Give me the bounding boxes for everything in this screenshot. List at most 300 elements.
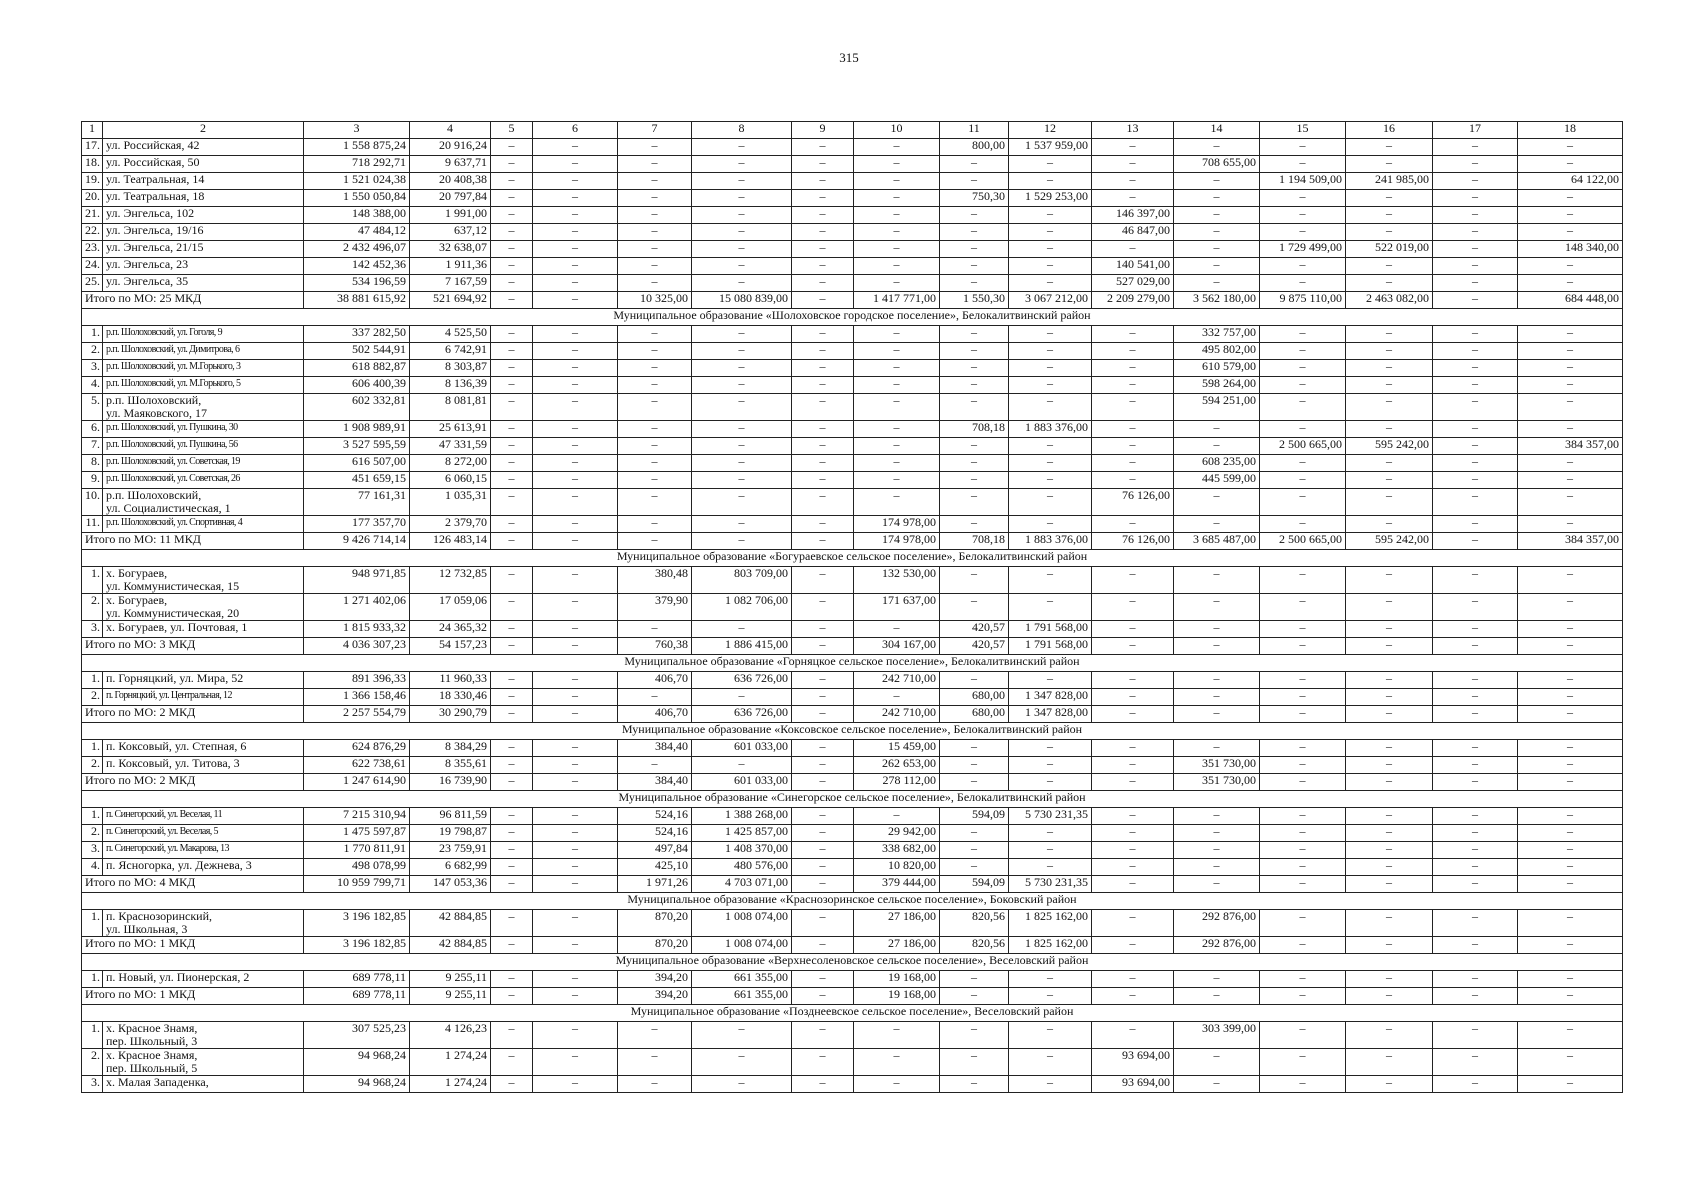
subtotal-cell-col-6: – [533, 988, 618, 1005]
value-cell-col-18: – [1518, 567, 1623, 594]
value-cell-col-4: 9 637,71 [410, 156, 491, 173]
value-cell-col-17: – [1433, 825, 1518, 842]
value-cell-col-7: – [618, 489, 692, 516]
value-cell-col-16: – [1346, 859, 1433, 876]
value-cell-col-8: – [692, 394, 792, 421]
subtotal-cell-col-17: – [1433, 706, 1518, 723]
value-cell-col-11: 708,18 [940, 421, 1009, 438]
table-row [82, 689, 1623, 706]
value-cell-col-17: – [1433, 173, 1518, 190]
value-cell-col-13: – [1092, 516, 1174, 533]
table-row [82, 910, 1623, 937]
value-cell-col-3: 618 882,87 [304, 360, 410, 377]
value-cell-col-18: – [1518, 971, 1623, 988]
value-cell-col-12: 1 537 959,00 [1009, 139, 1092, 156]
value-cell-col-9: – [792, 971, 854, 988]
value-cell-col-4: 32 638,07 [410, 241, 491, 258]
value-cell-col-5: – [491, 808, 533, 825]
row-number: 10. [82, 489, 103, 516]
subtotal-cell-col-5: – [491, 988, 533, 1005]
subtotal-cell-col-14: 3 562 180,00 [1174, 292, 1260, 309]
value-cell-col-17: – [1433, 258, 1518, 275]
value-cell-col-10: 338 682,00 [854, 842, 940, 859]
value-cell-col-10: – [854, 1022, 940, 1049]
subtotal-cell-col-8: 601 033,00 [692, 774, 792, 791]
subtotal-cell-col-16: – [1346, 774, 1433, 791]
subtotal-cell-col-15: – [1260, 706, 1346, 723]
value-cell-col-13: – [1092, 156, 1174, 173]
subtotal-row [82, 876, 1623, 893]
subtotal-cell-col-15: 2 500 665,00 [1260, 533, 1346, 550]
value-cell-col-15: – [1260, 825, 1346, 842]
address-cell: р.п. Шолоховский, ул. М.Горького, 5 [103, 377, 304, 394]
subtotal-cell-col-18: – [1518, 876, 1623, 893]
value-cell-col-8: 1 082 706,00 [692, 594, 792, 621]
row-number: 1. [82, 326, 103, 343]
subtotal-cell-col-10: 27 186,00 [854, 937, 940, 954]
value-cell-col-15: – [1260, 275, 1346, 292]
value-cell-col-14: – [1174, 842, 1260, 859]
value-cell-col-13: – [1092, 825, 1174, 842]
value-cell-col-12: – [1009, 258, 1092, 275]
value-cell-col-9: – [792, 360, 854, 377]
value-cell-col-5: – [491, 207, 533, 224]
value-cell-col-17: – [1433, 516, 1518, 533]
subtotal-cell-col-7: 384,40 [618, 774, 692, 791]
value-cell-col-11: – [940, 343, 1009, 360]
value-cell-col-5: – [491, 173, 533, 190]
value-cell-col-7: 870,20 [618, 910, 692, 937]
value-cell-col-3: 3 527 595,59 [304, 438, 410, 455]
value-cell-col-12: 5 730 231,35 [1009, 808, 1092, 825]
value-cell-col-16: – [1346, 621, 1433, 638]
value-cell-col-17: – [1433, 808, 1518, 825]
row-number: 22. [82, 224, 103, 241]
row-number: 2. [82, 1049, 103, 1076]
value-cell-col-5: – [491, 1022, 533, 1049]
value-cell-col-4: 20 408,38 [410, 173, 491, 190]
subtotal-cell-col-12: – [1009, 774, 1092, 791]
subtotal-row [82, 988, 1623, 1005]
value-cell-col-18: 148 340,00 [1518, 241, 1623, 258]
value-cell-col-8: – [692, 438, 792, 455]
value-cell-col-4: 6 742,91 [410, 343, 491, 360]
value-cell-col-13: 46 847,00 [1092, 224, 1174, 241]
value-cell-col-8: – [692, 377, 792, 394]
value-cell-col-7: – [618, 343, 692, 360]
value-cell-col-6: – [533, 455, 618, 472]
value-cell-col-7: – [618, 757, 692, 774]
value-cell-col-10: – [854, 1049, 940, 1076]
value-cell-col-12: – [1009, 757, 1092, 774]
value-cell-col-11: – [940, 740, 1009, 757]
value-cell-col-10: – [854, 156, 940, 173]
value-cell-col-9: – [792, 173, 854, 190]
table-body [82, 122, 1623, 1093]
value-cell-col-3: 94 968,24 [304, 1076, 410, 1093]
value-cell-col-10: 10 820,00 [854, 859, 940, 876]
value-cell-col-18: – [1518, 275, 1623, 292]
subtotal-cell-col-11: 820,56 [940, 937, 1009, 954]
value-cell-col-14: – [1174, 567, 1260, 594]
value-cell-col-8: – [692, 241, 792, 258]
value-cell-col-10: – [854, 360, 940, 377]
value-cell-col-5: – [491, 224, 533, 241]
value-cell-col-4: 637,12 [410, 224, 491, 241]
subtotal-cell-col-17: – [1433, 533, 1518, 550]
value-cell-col-10: 262 653,00 [854, 757, 940, 774]
value-cell-col-14: – [1174, 258, 1260, 275]
subtotal-cell-col-3: 689 778,11 [304, 988, 410, 1005]
column-number-16: 16 [1346, 122, 1433, 139]
value-cell-col-8: – [692, 621, 792, 638]
table-row [82, 740, 1623, 757]
value-cell-col-12: – [1009, 360, 1092, 377]
value-cell-col-3: 451 659,15 [304, 472, 410, 489]
value-cell-col-16: 595 242,00 [1346, 438, 1433, 455]
subtotal-cell-col-10: 379 444,00 [854, 876, 940, 893]
value-cell-col-16: – [1346, 224, 1433, 241]
subtotal-cell-col-7: 1 971,26 [618, 876, 692, 893]
value-cell-col-13: – [1092, 672, 1174, 689]
value-cell-col-9: – [792, 842, 854, 859]
row-number: 3. [82, 360, 103, 377]
subtotal-cell-col-10: 304 167,00 [854, 638, 940, 655]
value-cell-col-5: – [491, 971, 533, 988]
value-cell-col-16: 241 985,00 [1346, 173, 1433, 190]
value-cell-col-6: – [533, 173, 618, 190]
value-cell-col-7: – [618, 1049, 692, 1076]
value-cell-col-9: – [792, 757, 854, 774]
value-cell-col-15: 1 729 499,00 [1260, 241, 1346, 258]
value-cell-col-17: – [1433, 455, 1518, 472]
value-cell-col-12: 1 347 828,00 [1009, 689, 1092, 706]
table-row [82, 207, 1623, 224]
value-cell-col-5: – [491, 516, 533, 533]
address-cell: р.п. Шолоховский, ул. Пушкина, 56 [103, 438, 304, 455]
value-cell-col-12: – [1009, 567, 1092, 594]
value-cell-col-8: – [692, 1049, 792, 1076]
row-number: 1. [82, 808, 103, 825]
subtotal-cell-col-18: – [1518, 774, 1623, 791]
value-cell-col-17: – [1433, 859, 1518, 876]
table-row [82, 190, 1623, 207]
row-number: 1. [82, 567, 103, 594]
value-cell-col-9: – [792, 472, 854, 489]
value-cell-col-16: – [1346, 421, 1433, 438]
value-cell-col-13: – [1092, 421, 1174, 438]
value-cell-col-10: – [854, 489, 940, 516]
row-number: 20. [82, 190, 103, 207]
value-cell-col-7: 406,70 [618, 672, 692, 689]
section-heading: Муниципальное образование «Коксовское сельское поселение», Белокалитвинский район [82, 723, 1623, 740]
value-cell-col-13: – [1092, 377, 1174, 394]
value-cell-col-6: – [533, 594, 618, 621]
subtotal-label: Итого по МО: 1 МКД [82, 937, 304, 954]
value-cell-col-9: – [792, 621, 854, 638]
value-cell-col-13: 76 126,00 [1092, 489, 1174, 516]
subtotal-cell-col-7: 394,20 [618, 988, 692, 1005]
value-cell-col-12: 1 825 162,00 [1009, 910, 1092, 937]
value-cell-col-14: – [1174, 224, 1260, 241]
value-cell-col-10: – [854, 421, 940, 438]
value-cell-col-14: 332 757,00 [1174, 326, 1260, 343]
table-row [82, 808, 1623, 825]
subtotal-cell-col-16: – [1346, 876, 1433, 893]
section-heading-row [82, 1005, 1623, 1022]
value-cell-col-12: – [1009, 594, 1092, 621]
value-cell-col-7: – [618, 438, 692, 455]
value-cell-col-5: – [491, 740, 533, 757]
table-row [82, 1022, 1623, 1049]
row-number: 1. [82, 1022, 103, 1049]
value-cell-col-4: 20 916,24 [410, 139, 491, 156]
subtotal-cell-col-15: 9 875 110,00 [1260, 292, 1346, 309]
subtotal-label: Итого по МО: 1 МКД [82, 988, 304, 1005]
value-cell-col-10: – [854, 808, 940, 825]
section-heading: Муниципальное образование «Горняцкое сельское поселение», Белокалитвинский район [82, 655, 1623, 672]
column-number-13: 13 [1092, 122, 1174, 139]
value-cell-col-8: 661 355,00 [692, 971, 792, 988]
subtotal-row [82, 638, 1623, 655]
value-cell-col-6: – [533, 241, 618, 258]
subtotal-cell-col-8: 636 726,00 [692, 706, 792, 723]
value-cell-col-9: – [792, 1076, 854, 1093]
value-cell-col-3: 718 292,71 [304, 156, 410, 173]
value-cell-col-10: – [854, 173, 940, 190]
value-cell-col-17: – [1433, 438, 1518, 455]
value-cell-col-8: 1 425 857,00 [692, 825, 792, 842]
value-cell-col-18: 64 122,00 [1518, 173, 1623, 190]
subtotal-cell-col-9: – [792, 774, 854, 791]
value-cell-col-4: 47 331,59 [410, 438, 491, 455]
subtotal-cell-col-12: 1 825 162,00 [1009, 937, 1092, 954]
address-cell: п. Синегорский, ул. Веселая, 11 [103, 808, 304, 825]
value-cell-col-18: – [1518, 621, 1623, 638]
row-number: 2. [82, 757, 103, 774]
row-number: 2. [82, 594, 103, 621]
value-cell-col-6: – [533, 360, 618, 377]
value-cell-col-17: – [1433, 689, 1518, 706]
value-cell-col-3: 1 366 158,46 [304, 689, 410, 706]
value-cell-col-10: – [854, 377, 940, 394]
subtotal-cell-col-5: – [491, 774, 533, 791]
value-cell-col-8: – [692, 1022, 792, 1049]
value-cell-col-7: – [618, 275, 692, 292]
value-cell-col-14: – [1174, 594, 1260, 621]
address-cell: ул. Театральная, 18 [103, 190, 304, 207]
subtotal-cell-col-8: 1 008 074,00 [692, 937, 792, 954]
value-cell-col-16: – [1346, 1076, 1433, 1093]
subtotal-cell-col-13: – [1092, 988, 1174, 1005]
address-cell: х. Богураев, ул. Почтовая, 1 [103, 621, 304, 638]
value-cell-col-5: – [491, 825, 533, 842]
value-cell-col-5: – [491, 1076, 533, 1093]
subtotal-row [82, 533, 1623, 550]
value-cell-col-5: – [491, 859, 533, 876]
subtotal-cell-col-12: 1 883 376,00 [1009, 533, 1092, 550]
subtotal-cell-col-13: – [1092, 937, 1174, 954]
value-cell-col-16: – [1346, 275, 1433, 292]
value-cell-col-17: – [1433, 842, 1518, 859]
value-cell-col-18: – [1518, 757, 1623, 774]
value-cell-col-14: – [1174, 971, 1260, 988]
value-cell-col-17: – [1433, 421, 1518, 438]
value-cell-col-3: 624 876,29 [304, 740, 410, 757]
address-cell: п. Ясногорка, ул. Дежнева, 3 [103, 859, 304, 876]
value-cell-col-8: – [692, 757, 792, 774]
value-cell-col-8: 1 008 074,00 [692, 910, 792, 937]
value-cell-col-6: – [533, 139, 618, 156]
address-cell: п. Синегорский, ул. Веселая, 5 [103, 825, 304, 842]
section-heading-row [82, 655, 1623, 672]
value-cell-col-4: 4 525,50 [410, 326, 491, 343]
value-cell-col-7: – [618, 139, 692, 156]
value-cell-col-18: – [1518, 258, 1623, 275]
value-cell-col-9: – [792, 326, 854, 343]
value-cell-col-12: – [1009, 472, 1092, 489]
value-cell-col-10: – [854, 455, 940, 472]
value-cell-col-14: – [1174, 173, 1260, 190]
value-cell-col-17: – [1433, 472, 1518, 489]
value-cell-col-10: 132 530,00 [854, 567, 940, 594]
value-cell-col-4: 1 911,36 [410, 258, 491, 275]
subtotal-cell-col-15: – [1260, 876, 1346, 893]
value-cell-col-10: 242 710,00 [854, 672, 940, 689]
value-cell-col-16: – [1346, 825, 1433, 842]
value-cell-col-7: – [618, 421, 692, 438]
table-row [82, 139, 1623, 156]
value-cell-col-16: – [1346, 757, 1433, 774]
value-cell-col-15: – [1260, 224, 1346, 241]
value-cell-col-6: – [533, 343, 618, 360]
value-cell-col-16: – [1346, 190, 1433, 207]
value-cell-col-5: – [491, 394, 533, 421]
subtotal-cell-col-12: – [1009, 988, 1092, 1005]
value-cell-col-14: – [1174, 825, 1260, 842]
value-cell-col-11: – [940, 173, 1009, 190]
table-row [82, 594, 1623, 621]
value-cell-col-6: – [533, 740, 618, 757]
subtotal-cell-col-7: – [618, 533, 692, 550]
value-cell-col-14: – [1174, 139, 1260, 156]
subtotal-cell-col-4: 16 739,90 [410, 774, 491, 791]
subtotal-cell-col-11: 420,57 [940, 638, 1009, 655]
value-cell-col-9: – [792, 139, 854, 156]
value-cell-col-5: – [491, 672, 533, 689]
value-cell-col-7: – [618, 621, 692, 638]
address-cell: п. Новый, ул. Пионерская, 2 [103, 971, 304, 988]
value-cell-col-16: – [1346, 489, 1433, 516]
subtotal-cell-col-13: – [1092, 706, 1174, 723]
value-cell-col-7: – [618, 516, 692, 533]
value-cell-col-3: 77 161,31 [304, 489, 410, 516]
address-cell: ул. Энгельса, 102 [103, 207, 304, 224]
value-cell-col-17: – [1433, 275, 1518, 292]
subtotal-cell-col-17: – [1433, 876, 1518, 893]
subtotal-cell-col-15: – [1260, 774, 1346, 791]
value-cell-col-5: – [491, 190, 533, 207]
subtotal-cell-col-14: – [1174, 988, 1260, 1005]
value-cell-col-15: – [1260, 672, 1346, 689]
subtotal-row [82, 706, 1623, 723]
subtotal-cell-col-3: 10 959 799,71 [304, 876, 410, 893]
value-cell-col-11: – [940, 156, 1009, 173]
value-cell-col-14: 608 235,00 [1174, 455, 1260, 472]
row-number: 7. [82, 438, 103, 455]
value-cell-col-12: – [1009, 438, 1092, 455]
value-cell-col-13: – [1092, 1022, 1174, 1049]
table-row [82, 394, 1623, 421]
value-cell-col-4: 96 811,59 [410, 808, 491, 825]
value-cell-col-15: – [1260, 842, 1346, 859]
value-cell-col-15: – [1260, 567, 1346, 594]
table-row [82, 1076, 1623, 1093]
subtotal-cell-col-16: – [1346, 638, 1433, 655]
subtotal-cell-col-10: 242 710,00 [854, 706, 940, 723]
address-cell: х. Красное Знамя, пер. Школьный, 5 [103, 1049, 304, 1076]
value-cell-col-5: – [491, 689, 533, 706]
value-cell-col-13: 146 397,00 [1092, 207, 1174, 224]
subtotal-cell-col-11: – [940, 774, 1009, 791]
address-cell: ул. Энгельса, 23 [103, 258, 304, 275]
value-cell-col-17: – [1433, 241, 1518, 258]
subtotal-label: Итого по МО: 2 МКД [82, 774, 304, 791]
value-cell-col-10: – [854, 207, 940, 224]
value-cell-col-12: 1 883 376,00 [1009, 421, 1092, 438]
value-cell-col-17: – [1433, 139, 1518, 156]
value-cell-col-9: – [792, 808, 854, 825]
value-cell-col-3: 1 770 811,91 [304, 842, 410, 859]
value-cell-col-3: 498 078,99 [304, 859, 410, 876]
value-cell-col-15: – [1260, 1022, 1346, 1049]
value-cell-col-8: – [692, 516, 792, 533]
value-cell-col-13: – [1092, 971, 1174, 988]
subtotal-cell-col-4: 147 053,36 [410, 876, 491, 893]
value-cell-col-11: – [940, 1076, 1009, 1093]
value-cell-col-10: 27 186,00 [854, 910, 940, 937]
value-cell-col-8: – [692, 224, 792, 241]
value-cell-col-13: 93 694,00 [1092, 1076, 1174, 1093]
value-cell-col-5: – [491, 421, 533, 438]
value-cell-col-16: – [1346, 808, 1433, 825]
value-cell-col-10: – [854, 1076, 940, 1093]
value-cell-col-3: 1 558 875,24 [304, 139, 410, 156]
value-cell-col-15: – [1260, 1049, 1346, 1076]
value-cell-col-13: – [1092, 173, 1174, 190]
address-cell: п. Коксовый, ул. Степная, 6 [103, 740, 304, 757]
value-cell-col-18: – [1518, 377, 1623, 394]
value-cell-col-6: – [533, 1022, 618, 1049]
subtotal-cell-col-15: – [1260, 988, 1346, 1005]
value-cell-col-3: 337 282,50 [304, 326, 410, 343]
row-number: 1. [82, 672, 103, 689]
value-cell-col-18: – [1518, 825, 1623, 842]
subtotal-cell-col-11: – [940, 988, 1009, 1005]
row-number: 4. [82, 377, 103, 394]
row-number: 24. [82, 258, 103, 275]
section-heading-row [82, 723, 1623, 740]
value-cell-col-4: 8 384,29 [410, 740, 491, 757]
value-cell-col-9: – [792, 258, 854, 275]
address-cell: п. Горняцкий, ул. Центральная, 12 [103, 689, 304, 706]
value-cell-col-17: – [1433, 621, 1518, 638]
value-cell-col-14: – [1174, 190, 1260, 207]
value-cell-col-16: – [1346, 472, 1433, 489]
subtotal-cell-col-16: – [1346, 706, 1433, 723]
value-cell-col-11: – [940, 394, 1009, 421]
row-number: 4. [82, 859, 103, 876]
